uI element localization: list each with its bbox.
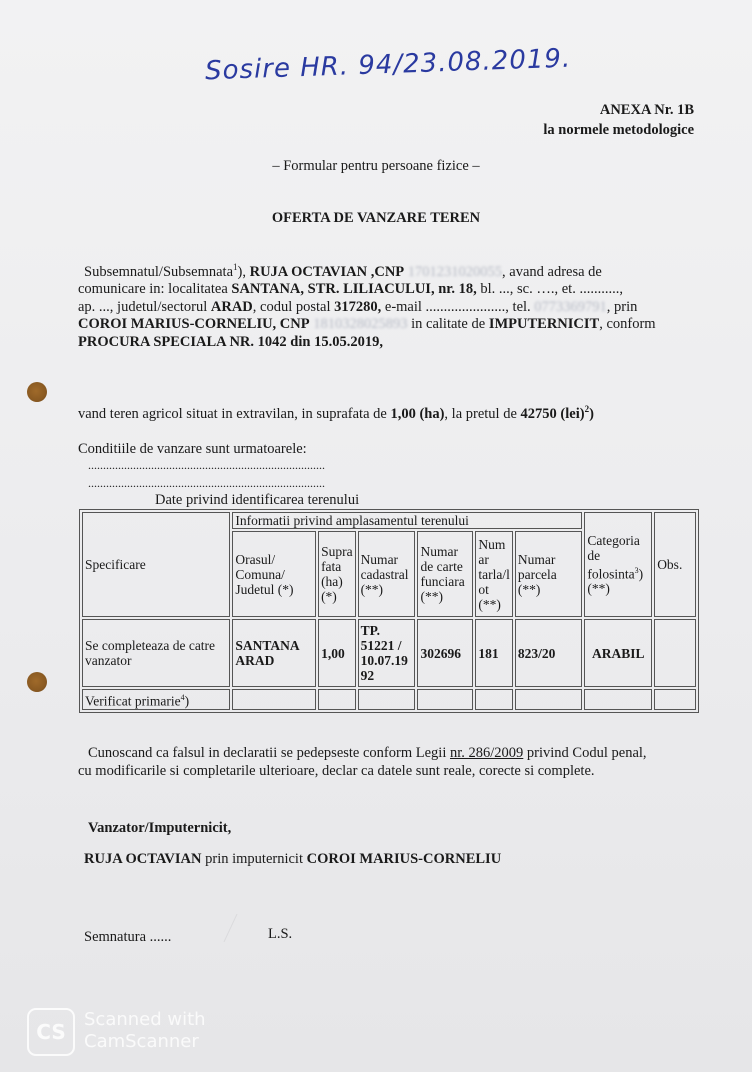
binder-hole <box>27 672 47 692</box>
intro-line-4: COROI MARIUS-CORNELIU, CNP 1810328025893 in calitate de IMPUTERNICIT, conform <box>78 316 656 332</box>
land-area: 1,00 (ha) <box>390 405 445 422</box>
intro-line-1: Subsemnatul/Subsemnata$^1$), RUJA OCTAVIAN ,CNP 1701231020055, avand adresa de <box>84 262 602 280</box>
cell-cadastral: TP. 51221 / 10.07.19 92 <box>358 619 416 687</box>
camscanner-logo-icon: CS <box>27 1008 75 1056</box>
cell-obs <box>654 619 696 687</box>
conditions-label: Conditiile de vanzare sunt urmatoarele: <box>78 441 307 457</box>
postal-code: 317280, <box>334 299 382 315</box>
land-identification-table <box>79 509 699 713</box>
header-categoria: Categoria de folosinta$^3$) (**) <box>584 512 652 617</box>
seller-address: SANTANA, STR. LILIACULUI, nr. 18, <box>231 281 477 297</box>
redacted-cnp: 1701231020055 <box>407 263 503 280</box>
annex-number: ANEXA Nr. 1B <box>599 102 694 118</box>
header-parcela: Numar parcela (**) <box>515 531 583 617</box>
cell-suprafata: 1,00 <box>318 619 356 687</box>
representative-role: IMPUTERNICIT <box>488 316 600 332</box>
conditions-line-1: ............................................................................... <box>88 458 325 472</box>
header-obs: Obs. <box>654 512 696 617</box>
declaration-line-2: cu modificarile si completarile ulterioare, declar ca datele sunt reale, corecte si complete. <box>78 763 595 779</box>
form-subtitle: – Formular pentru persoane fizice – <box>272 158 480 174</box>
cell-tarla: 181 <box>475 619 512 687</box>
faint-signature-mark <box>175 914 237 942</box>
redacted-phone: 0773369791 <box>534 299 607 315</box>
header-suprafata: Supra fata (ha) (*) <box>318 531 356 617</box>
intro-line-2: comunicare in: localitatea SANTANA, STR. LILIACULUI, nr. 18, bl. ..., sc. …., et. ..........., <box>78 281 623 297</box>
row-label-verificat: Verificat primarie$^4$) <box>82 689 230 710</box>
table-row <box>82 689 696 710</box>
declaration-line-1: Cunoscand ca falsul in declaratii se pedepseste conform Legii nr. 286/2009 privind Codul penal, <box>88 745 647 761</box>
sale-statement: vand teren agricol situat in extravilan, in suprafata de 1,00 (ha), la pretul de 42750 (lei)$^2$) <box>78 404 594 422</box>
header-location-group: Informatii privind amplasamentul terenului <box>232 512 582 529</box>
header-specificare: Specificare <box>82 512 230 617</box>
table-caption: Date privind identificarea terenului <box>155 492 360 508</box>
header-cadastral: Numar cadastral (**) <box>358 531 416 617</box>
header-carte-funciara: Numar de carte funciara (**) <box>417 531 473 617</box>
table-row <box>82 619 696 687</box>
cell-parcela: 823/20 <box>515 619 583 687</box>
sale-price: 42750 (lei) <box>520 405 585 422</box>
redacted-rep-cnp: 1810328025893 <box>313 316 408 332</box>
row-label-seller: Se completeaza de catre vanzator <box>82 619 230 687</box>
signatory-representative: COROI MARIUS-CORNELIU <box>306 851 502 867</box>
procura-reference: PROCURA SPECIALA NR. 1042 din 15.05.2019, <box>78 334 383 350</box>
annex-reference: la normele metodologice <box>543 122 694 138</box>
signatory-line: RUJA OCTAVIAN prin imputernicit COROI MARIUS-CORNELIU <box>84 851 502 867</box>
header-tarla: Num ar tarla/l ot (**) <box>475 531 512 617</box>
signatory-name: RUJA OCTAVIAN <box>84 851 202 867</box>
document-title: OFERTA DE VANZARE TEREN <box>271 210 481 226</box>
county: ARAD <box>210 299 253 315</box>
cell-carte-funciara: 302696 <box>417 619 473 687</box>
conditions-line-2: ............................................................................... <box>88 476 325 490</box>
cell-categoria: ARABIL <box>584 619 652 687</box>
seller-name: RUJA OCTAVIAN ,CNP <box>249 263 405 280</box>
signatory-role: Vanzator/Imputernicit, <box>88 820 232 836</box>
ls-label: L.S. <box>268 926 293 942</box>
header-oras: Orasul/ Comuna/ Judetul (*) <box>232 531 316 617</box>
binder-hole <box>27 382 47 402</box>
intro-line-3: ap. ..., judetul/sectorul ARAD, codul postal 317280, e-mail ......................, tel. 0773369791, prin <box>78 299 638 315</box>
law-reference: nr. 286/2009 <box>449 745 524 761</box>
representative-name: COROI MARIUS-CORNELIU, CNP <box>78 316 310 332</box>
camscanner-watermark: Scanned with CamScanner <box>84 1009 206 1052</box>
handwritten-registration-note: Sosire HR. 94/23.08.2019. <box>204 43 572 87</box>
annex-header <box>543 100 694 140</box>
signature-label: Semnatura ...... <box>84 929 172 945</box>
cell-oras: SANTANA ARAD <box>232 619 316 687</box>
